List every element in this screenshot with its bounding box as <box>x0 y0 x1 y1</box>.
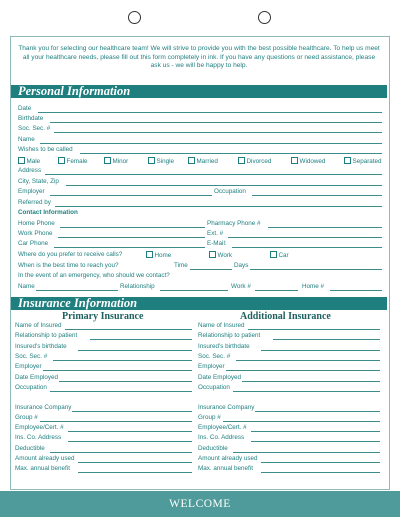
status-separated-option <box>344 157 382 165</box>
status-separated-label: Separated <box>352 158 382 165</box>
primary-top-label-6: Occupation <box>15 384 47 391</box>
primary-bottom-field-5[interactable] <box>78 462 192 463</box>
additional-top-label-2: Insured's birthdate <box>198 343 250 350</box>
status-minor-option <box>104 157 128 165</box>
em-home-label: Home # <box>302 283 325 290</box>
additional-bottom-label-3: Ins. Co. Address <box>198 434 245 441</box>
em-relationship-field[interactable] <box>160 290 228 291</box>
car-phone-field[interactable] <box>54 247 205 248</box>
additional-bottom-field-3[interactable] <box>251 441 380 442</box>
status-male-option <box>18 157 40 165</box>
call-car-option <box>270 251 289 259</box>
home-phone-field[interactable] <box>60 227 205 228</box>
primary-top-label-1: Relationship to patient <box>15 332 78 339</box>
birthdate-label: Birthdate <box>18 115 44 122</box>
ssn-field[interactable] <box>54 132 382 133</box>
status-minor-checkbox[interactable] <box>104 157 111 164</box>
status-married-label: Married <box>196 158 218 165</box>
status-single-option <box>148 157 174 165</box>
primary-bottom-field-2[interactable] <box>68 431 192 432</box>
status-female-label: Female <box>66 158 88 165</box>
additional-top-label-5: Date Employed <box>198 374 242 381</box>
additional-top-field-5[interactable] <box>242 381 380 382</box>
city-field[interactable] <box>66 185 382 186</box>
additional-top-label-3: Soc. Sec. # <box>198 353 231 360</box>
status-minor-label: Minor <box>112 158 129 165</box>
additional-top-label-1: Relationship to patient <box>198 332 261 339</box>
call-work-option <box>209 251 232 259</box>
em-name-field[interactable] <box>36 290 118 291</box>
primary-top-field-5[interactable] <box>59 381 192 382</box>
additional-top-field-3[interactable] <box>236 360 380 361</box>
status-divorced-option <box>238 157 271 165</box>
address-field[interactable] <box>45 174 382 175</box>
em-work-label: Work # <box>231 283 251 290</box>
intro-text: Thank you for selecting our healthcare team! We will strive to provide you with the best possible healthcare. To help us meet all your healthcare needs, please fill out this form completely in ink. If you have any questions or need assistance, please ask us - we will be happy to help. <box>18 45 380 70</box>
primary-bottom-field-1[interactable] <box>40 421 192 422</box>
pharmacy-phone-field[interactable] <box>268 227 382 228</box>
days-field[interactable] <box>250 269 382 270</box>
name-field[interactable] <box>40 143 382 144</box>
name-label: Name <box>18 136 35 143</box>
status-divorced-checkbox[interactable] <box>238 157 245 164</box>
call-work-checkbox[interactable] <box>209 251 216 258</box>
additional-bottom-field-1[interactable] <box>223 421 380 422</box>
city-label: City, State, Zip <box>18 178 59 185</box>
work-phone-field[interactable] <box>58 237 205 238</box>
additional-bottom-field-4[interactable] <box>233 452 381 453</box>
additional-bottom-label-6: Max. annual benefit <box>198 465 253 472</box>
additional-top-label-4: Employer <box>198 363 225 370</box>
status-female-checkbox[interactable] <box>58 157 65 164</box>
primary-bottom-label-3: Ins. Co. Address <box>15 434 62 441</box>
call-home-checkbox[interactable] <box>146 251 153 258</box>
binder-hole-left <box>128 11 141 24</box>
insurance-info-title: Insurance Information <box>18 296 138 310</box>
status-married-option <box>188 157 218 165</box>
time-field[interactable] <box>190 269 232 270</box>
primary-top-field-3[interactable] <box>53 360 192 361</box>
status-single-label: Single <box>156 158 175 165</box>
employer-field[interactable] <box>50 195 212 196</box>
primary-top-field-6[interactable] <box>50 391 193 392</box>
em-name-label: Name <box>18 283 35 290</box>
additional-bottom-label-1: Group # <box>198 414 221 421</box>
status-male-checkbox[interactable] <box>18 157 25 164</box>
em-work-field[interactable] <box>255 290 298 291</box>
call-car-label: Car <box>278 252 289 259</box>
primary-bottom-field-4[interactable] <box>50 452 193 453</box>
primary-top-label-2: Insured's birthdate <box>15 343 67 350</box>
primary-top-label-4: Employer <box>15 363 42 370</box>
status-widowed-label: Widowed <box>299 158 326 165</box>
primary-bottom-label-4: Deductible <box>15 445 45 452</box>
additional-top-field-0[interactable] <box>248 329 380 330</box>
occupation-label: Occupation <box>214 188 246 195</box>
pharmacy-phone-label: Pharmacy Phone # <box>207 220 261 227</box>
binder-hole-right <box>258 11 271 24</box>
additional-top-field-6[interactable] <box>233 391 381 392</box>
ext-field[interactable] <box>228 237 382 238</box>
wishes-label: Wishes to be called <box>18 146 73 153</box>
employer-label: Employer <box>18 188 45 195</box>
primary-top-field-4[interactable] <box>43 370 192 371</box>
emergency-label: In the event of an emergency, who should we contact? <box>18 272 170 279</box>
primary-bottom-field-0[interactable] <box>72 411 192 412</box>
call-home-option <box>146 251 171 259</box>
status-separated-checkbox[interactable] <box>344 157 351 164</box>
primary-bottom-label-0: Insurance Company <box>15 404 72 411</box>
em-home-field[interactable] <box>330 290 382 291</box>
additional-bottom-field-6[interactable] <box>261 472 380 473</box>
primary-bottom-label-2: Employee/Cert. # <box>15 424 64 431</box>
additional-insurance-heading: Additional Insurance <box>240 311 331 322</box>
primary-top-label-3: Soc. Sec. # <box>15 353 48 360</box>
status-widowed-checkbox[interactable] <box>291 157 298 164</box>
status-divorced-label: Divorced <box>246 158 272 165</box>
additional-top-field-2[interactable] <box>261 350 380 351</box>
primary-bottom-field-3[interactable] <box>68 441 192 442</box>
contact-heading: Contact Information <box>18 209 78 216</box>
additional-bottom-field-0[interactable] <box>255 411 380 412</box>
primary-top-label-5: Date Employed <box>15 374 59 381</box>
calls-prompt-label: Where do you prefer to receive calls? <box>18 251 123 258</box>
best-time-label: When is the best time to reach you? <box>18 262 119 269</box>
status-single-checkbox[interactable] <box>148 157 155 164</box>
em-relationship-label: Relationship <box>120 283 155 290</box>
ssn-label: Soc. Sec. # <box>18 125 51 132</box>
email-field[interactable] <box>232 247 382 248</box>
referred-field[interactable] <box>55 206 382 207</box>
primary-top-field-0[interactable] <box>65 329 192 330</box>
date-field[interactable] <box>38 112 382 113</box>
car-phone-label: Car Phone <box>18 240 49 247</box>
date-label: Date <box>18 105 32 112</box>
primary-bottom-label-5: Amount already used <box>15 455 75 462</box>
status-female-option <box>58 157 88 165</box>
wishes-field[interactable] <box>80 153 382 154</box>
referred-label: Referred by <box>18 199 51 206</box>
email-label: E-Mail: <box>207 240 227 247</box>
primary-top-field-2[interactable] <box>78 350 192 351</box>
call-home-label: Home <box>154 252 172 259</box>
additional-top-label-0: Name of Insured <box>198 322 245 329</box>
additional-bottom-field-2[interactable] <box>251 431 380 432</box>
status-widowed-option <box>291 157 325 165</box>
time-label: Time <box>174 262 188 269</box>
call-work-label: Work <box>217 252 233 259</box>
additional-bottom-label-5: Amount already used <box>198 455 258 462</box>
primary-top-label-0: Name of Insured <box>15 322 62 329</box>
footer-welcome: WELCOME <box>169 498 231 510</box>
home-phone-label: Home Phone <box>18 220 55 227</box>
personal-info-title: Personal Information <box>18 84 131 98</box>
ext-label: Ext. # <box>207 230 224 237</box>
primary-bottom-label-6: Max. annual benefit <box>15 465 70 472</box>
primary-bottom-field-6[interactable] <box>78 472 192 473</box>
additional-bottom-label-0: Insurance Company <box>198 404 255 411</box>
call-car-checkbox[interactable] <box>270 251 277 258</box>
additional-top-field-4[interactable] <box>226 370 380 371</box>
days-label: Days <box>234 262 249 269</box>
primary-insurance-heading: Primary Insurance <box>62 311 144 322</box>
primary-top-field-1[interactable] <box>90 339 192 340</box>
status-married-checkbox[interactable] <box>188 157 195 164</box>
status-male-label: Male <box>26 158 41 165</box>
additional-top-field-1[interactable] <box>273 339 380 340</box>
additional-bottom-label-4: Deductible <box>198 445 228 452</box>
additional-top-label-6: Occupation <box>198 384 230 391</box>
additional-bottom-label-2: Employee/Cert. # <box>198 424 247 431</box>
work-phone-label: Work Phone <box>18 230 53 237</box>
additional-bottom-field-5[interactable] <box>261 462 380 463</box>
address-label: Address <box>18 167 42 174</box>
primary-bottom-label-1: Group # <box>15 414 38 421</box>
occupation-field[interactable] <box>252 195 382 196</box>
birthdate-field[interactable] <box>50 122 382 123</box>
